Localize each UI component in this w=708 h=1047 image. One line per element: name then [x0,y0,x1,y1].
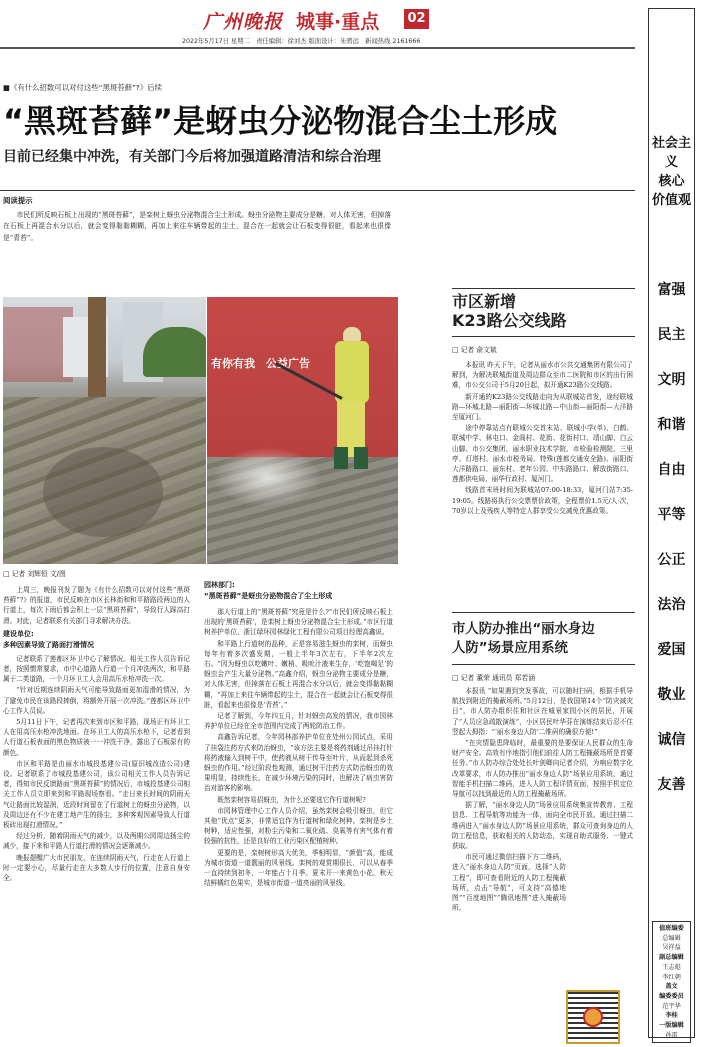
lead-headline: “黑斑苔藓”是蚜虫分泌物混合尘土形成 [3,102,558,140]
core-value-10: 诚信 [657,732,686,748]
paragraph: 本报讯 昨天下午，记者从丽水市公共交通集团有限公司了解到，为解决联城街道及周边群众至市二医院和市区的出行困难，市公交公司于5月20日起，拟开通K23路公交线路。 [452,361,633,390]
defense-credit: □ 记者 董荣 通讯员 郑若涵 [452,674,536,682]
sidebar-title-text [649,134,694,210]
core-value-4: 自由 [657,462,686,478]
paragraph: 本报讯 “如果遇到突发事故，可以随时扫码，根据手机导航找到附近的掩蔽场所。”5月12日，是我国第14个“防灾减灾日”，市人防办组织住和社区在城景家园小区的居民，开展了“人员应急疏散演练”，小区居民叶华芬在演练结束后忍不住竖起大拇指：“‘丽水身边人防’二维码的确很方便!” [452,687,633,736]
section-title: 城事·重点 [296,11,380,33]
editor-entry: 范宇华 [662,1002,681,1010]
sidebar-editors [652,921,691,1043]
paragraph: 市区和平路是由丽水市城投基建公司(原旧城改造公司)建设。记者联系了市城投基建公司，该公司相关工作人员告诉记者，得知市民反馈路面“黑斑苔藓”的情况后，市城投基建公司相关工作人员立即来到和平路现场察看。“走日来长时间的阴雨天气让路面比较湿润，近段时间留在了行道树上的蚜虫分泌物，以及周边还有不少在建工地产生的扬尘，多种客观因素导致人行道板砖出现打滑情况。” [3,759,190,830]
editor-entry: 李红朝 [662,973,681,981]
paper-name: 广州晚报 [203,11,284,33]
defense-body [452,686,633,914]
paragraph: 5月11日下午，记者再次来到市区和平路，现场正有环卫工人在用高压水枪冲洗地面。在环卫工人的高压水枪下，记者看到人行道石板表面的黑色物质被一一冲洗干净，露出了石板原有的颜色。 [3,718,190,757]
editor-entry: 总编辑 [662,934,681,942]
core-value-5: 平等 [657,507,686,523]
paragraph: 和平路上行道树的品种，正是容易滋生蚜虫的栾树，而蚜虫每年有着多次盛发期，一般上半年3次左右，下半年2次左右。“因为蚜虫以吃嫩叶、嫩梢、吸吮汁液来生存，‘吃饱喝足’的蚜虫会产生大量分泌物。”高鑫介绍，蚜虫分泌物主要成分是糖，对人体无害，但掉落在石板上再混合水分以后，就会变得黏黏糊糊，“再加上来往车辆带起的尘土，混合在一起就会让石板变得很脏，看起来也很像是‘青苔’。” [204,639,393,709]
lead-column-1 [3,585,190,884]
summary-text: 市民们所反映石板上出现的“黑斑苔藓”，是栾树上蚜虫分泌物混合尘土形成。蚜虫分泌物主要成分是糖，对人体无害，但掉落在石板上再混合水分以后，就会变得黏黏糊糊，再加上来往车辆带起的尘土，混合在一起就会让石板变得很脏，看起来也很像是“青苔”。 [3,211,391,242]
core-value-9: 敬业 [657,687,686,703]
defense-headline: 市人防办推出“丽水身边 人防”场景应用系统 [452,622,595,656]
lead-kicker: ■《有什么招数可以对付这些“黑斑苔藓”?》后续 [3,83,162,92]
core-value-3: 和谐 [657,417,686,433]
editor-entry: 孙雷 [665,1031,678,1039]
editor-entry: 值班编委 [659,925,684,932]
editor-entry: 吴祥益 [662,944,681,952]
paragraph: 记者联系了莲都区环卫中心了解情况。相关工作人员告诉记者，按照惯常要求，市中心道路人行道一个月冲洗两次，和平路属于二类道路，一个月环卫工人会用高压水枪冲洗一次。 [3,654,190,684]
paragraph: 晚报提醒广大市民朋友，在连续阴雨天气，行走在人行道上时一定要小心，尽量行走在大多数人步行的位置，注意自身安全。 [3,853,190,883]
photo-right [207,297,398,564]
editor-entry: 副总编辑 [659,954,684,962]
paragraph: 新开通的K23路公交线路走向为从联城站首发，途经联城路—环城北路—丽阳街—环城北路—中山街—丽阳街—大洋路至厦河门。 [452,392,633,422]
paragraph: 途中停靠站点有联城公交首末站、联城小学(单)、白鹤、联城中学、林屯口、金阁村、花街、花街村口、靖山脚、白云山脚、市公交集团、丽水职业技术学院、市检验检测院、三里亭、灯塔村、丽水市税务局、特殊(莲都交通安全路)、丽阳街大洋路路口、丽东村、老年公园、中东路路口、解放街路口、莲都供电局、丽华行政村、厦河门。 [452,424,633,484]
masthead-info: 2022年5月17日 星期二 责任编辑：徐刘杰 版面设计：朱骋远 新闻热线 2161666 [182,38,421,45]
masthead-rule [0,47,635,49]
sidebar-title [649,134,694,210]
photo-sign-text: 有你有我 公益广告 [211,357,310,370]
sidebar-title-lines: 社会主义 核心 价值观 [651,136,691,208]
paragraph: 既然栾树容易招蚜虫，为什么还要选它作行道树呢? [217,795,366,804]
paragraph: 记者了解到，今年四五月，针对蚜虫高发的情况，我市园林养护单位已经在全市范围内完成了两轮防治工作。 [204,712,393,731]
paragraph: 线路首末班时间为联城站07:00-18:33，厦河门站7:35-19:05。线路将执行公交票票价政策，全程票价1.5元/人·次，70岁以上及残疾人等特定人群享受公交减免优惠政策。 [452,486,633,515]
lead-column-2 [204,577,393,889]
paragraph: 更要的是，栾树树形高大优美，季相明显，“颜值”高，能成为城市街道一道靓丽的风景线。栾树的观赏期很长，可以从春季一直持续到初冬，一年能占十月季。夏末开一来黄色小花，秋天结鲜橘红色果实，是城市街道一道亮丽的风景线。 [204,848,393,888]
masthead [0,0,635,50]
subheading-construction: 建设单位: 多种因素导致了路面打滑情况 [3,629,94,649]
editor-entry: 编委委员 [659,992,684,1000]
paragraph: 经过分析，随着阴雨天气的减少，以及两期公园周边扬尘的减少，接下来和平路人行道打滑的情况会逐渐减少。 [3,832,190,851]
paragraph: 据了解，“丽水身边人防”场景应用系统集宣传教育、工程信息、工程导航等功能为一体，面向全市民开放。通过扫描二维码进入“丽水身边人防”场景应用系统，群众可查询身边的人防工程信息，获取相关的人防动态，实现自助式服务、一键式获取。 [452,801,633,851]
core-value-0: 富强 [657,282,686,298]
editor-entry: 李桂 [665,1012,678,1020]
paragraph: “针对近期连续阴雨天气可能导致路面更加湿滑的情况，为了避免市民在该路段摔倒，将额外开展一次冲洗。”莲都区环卫中心工作人员说。 [3,686,190,715]
paragraph: 上周三，晚报刊发了题为《有什么招数可以对付这些“黑斑苔藓”?》的报道，市民反映在市区长林街和和平路路段两边的人行道上，每次下雨后都会积上一层“黑斑苔藓”，导致行人踩高打滑。对此，记者联系有关部门寻求解决办法。 [3,586,190,625]
core-value-7: 法治 [657,597,686,613]
bus-headline: 市区新增 K23路公交线路 [452,292,567,330]
editor-entry: 盖文 [665,983,678,991]
editor-entry: 一版编辑 [659,1022,684,1030]
lead-subhead: 目前已经集中冲洗，有关部门今后将加强道路清洁和综合治理 [3,149,381,165]
paragraph: 市园林管理中心工作人员介绍，虽然栾树会吸引蚜虫，但它其他“优点”更多，非常适宜作为行道树和绿化树种。栾树是乡土树种，适应性强，对粉尘污染和二氧化硫、臭氧等有害气体有着较强的抗性，还是良好的工业污染区配植树种。 [204,806,393,846]
summary-title: 阅读提示 [3,196,33,205]
bus-credit: □ 记者 俞文斌 [452,346,497,354]
paragraph: 那人行道上的“黑斑苔藓”究竟是什么?“市民们所反映石板上出现的‘黑斑苔藓’，是栾树上蚜虫分泌物混合尘土形成。”市区行道树养护单位、浙江绿环园林绿化工程有限公司项目经理高鑫说。 [204,608,393,637]
sidebar-values [649,279,694,819]
qr-code-icon[interactable] [566,990,620,1044]
core-value-11: 友善 [657,777,686,793]
subheading-landscape: 园林部门: “黑斑苔藓”是蚜虫分泌物混合了尘土形成 [204,581,333,600]
bus-body [452,360,633,517]
paragraph: “在灾情隐患降临时，最重要的是要保证人民群众的生命财产安全。高效有序地指引他们前往人防工程掩蔽场所是首要任务。”市人防办综合处处长叶剑卿向记者介绍，为响应数字化改革要求，市人防办推出“丽水身边人防”场景应用系统，通过智能手机扫描二维码，进入人防工程详情页面，按照手机定位导航可以找到最近的人防工程掩蔽场所。 [452,739,633,799]
photo-left [3,297,206,564]
page-number: 02 [404,9,429,29]
sidebar [648,8,695,1038]
core-value-8: 爱国 [657,642,686,658]
editor-entry: 王志彪 [662,963,681,971]
core-value-1: 民主 [657,327,686,343]
paragraph: 高鑫告诉记者，今年园林部养护单位在处州公园试点，采用了挂袋注药方式来防治蚜虫，“该方法主要是将药剂通过吊挂打针将药液输入到树干中，使药液从树干传导至叶片，从而起到杀死蚜虫的作用。”经过阶段性观测，通过树干注药方式防治蚜虫的效果明显，持续性长，在减少环境污染的同时，也解决了病虫害防治对游客的影响。 [204,733,393,793]
core-value-2: 文明 [657,372,686,388]
core-value-6: 公正 [657,552,686,568]
photo-credit: □ 记者 刘辉恒 文/图 [3,570,66,578]
paragraph: 市民可通过微信扫描下方二维码，进入“丽水身边人防”页面，选择“人防工程”，即可查看附近的人防工程掩蔽场所，点击“导航”，可支持“高德地图”“百度地图”“腾讯地图”进入掩蔽场所。 [452,853,566,913]
